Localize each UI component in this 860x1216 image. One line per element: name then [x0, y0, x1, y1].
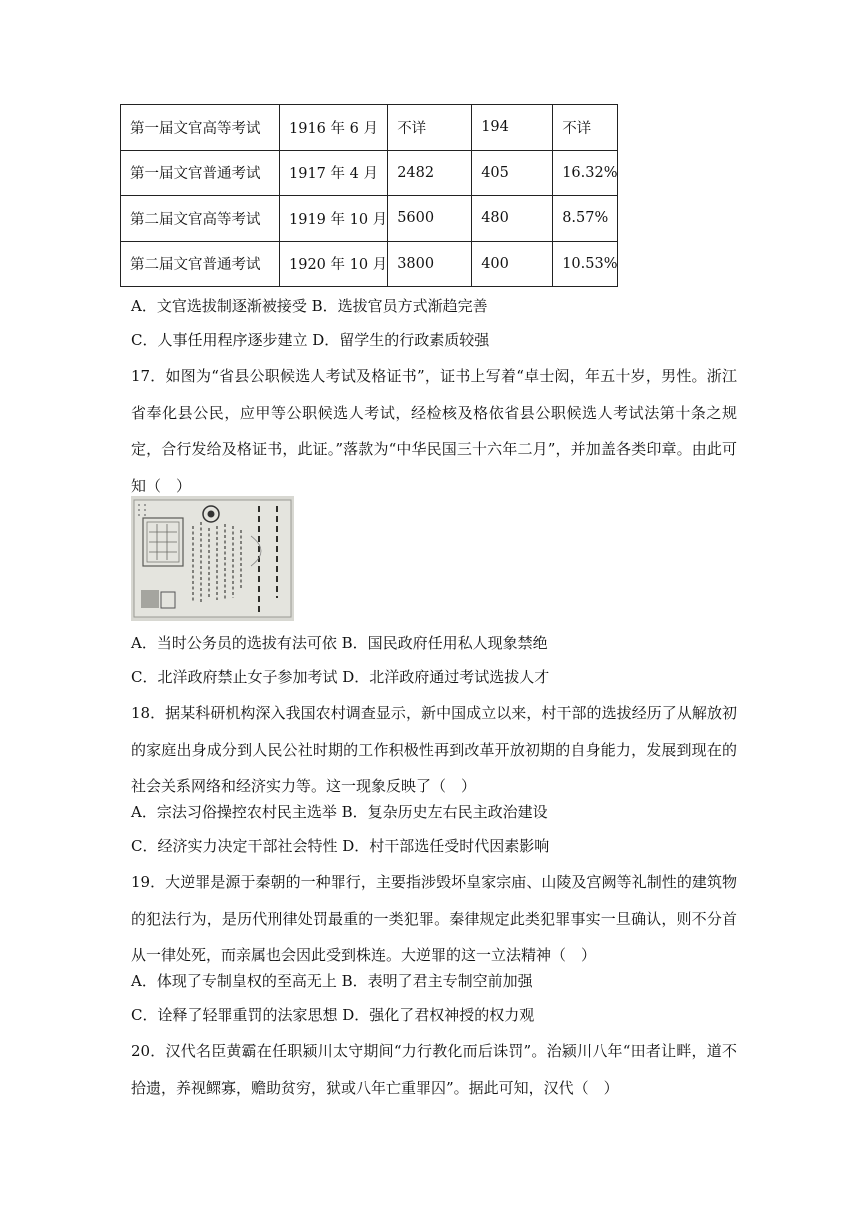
table-row: [121, 105, 618, 151]
q18-options-ab: A．宗法习俗操控农村民主选举 B．复杂历史左右民主政治建设: [131, 803, 548, 821]
table-cell: 480: [472, 196, 553, 242]
q18-stem: 18．据某科研机构深入我国农村调查显示，新中国成立以来，村干部的选拔经历了从解放初的家庭出身成分到人民公社时期的工作积极性再到改革开放初期的自身能力，发展到现在的社会关系网络和经济实力等。这一现象反映了（ ）: [131, 704, 737, 795]
table-cell: 400: [472, 241, 553, 287]
table-cell: 1919 年 10 月: [280, 196, 388, 242]
q16-options-cd: C．人事任用程序逐步建立 D．留学生的行政素质较强: [131, 331, 490, 349]
table-cell: 1916 年 6 月: [280, 105, 388, 151]
table-cell: 10.53%: [553, 241, 618, 287]
certificate-photo: [131, 496, 294, 621]
table-cell: 第一届文官普通考试: [121, 150, 280, 196]
table-row: [121, 241, 618, 287]
table-cell: 第二届文官普通考试: [121, 241, 280, 287]
q19-options-cd: C．诠释了轻罪重罚的法家思想 D．强化了君权神授的权力观: [131, 1006, 535, 1024]
q17-options-cd: C．北洋政府禁止女子参加考试 D．北洋政府通过考试选拔人才: [131, 668, 550, 686]
table-row: [121, 196, 618, 242]
q19-stem: 19．大逆罪是源于秦朝的一种罪行，主要指涉毁坏皇家宗庙、山陵及宫阙等礼制性的建筑物的犯法行为，是历代刑律处罚最重的一类犯罪。秦律规定此类犯罪事实一旦确认，则不分首从一律处死，而亲属也会因此受到株连。大逆罪的这一立法精神（ ）: [131, 873, 737, 964]
q16-options-ab: A．文官选拔制逐渐被接受 B．选拔官员方式渐趋完善: [131, 297, 488, 315]
table-cell: 2482: [388, 150, 472, 196]
table-cell: 1917 年 4 月: [280, 150, 388, 196]
certificate-image: [131, 496, 294, 621]
table-cell: 3800: [388, 241, 472, 287]
q17-options-ab: A．当时公务员的选拔有法可依 B．国民政府任用私人现象禁绝: [131, 634, 548, 652]
table-cell: 不详: [388, 105, 472, 151]
table-cell: 16.32%: [553, 150, 618, 196]
q17-stem: 17．如图为“省县公职候选人考试及格证书”，证书上写着“卓士闳，年五十岁，男性。浙江省奉化县公民，应甲等公职候选人考试，经检核及格依省县公职候选人考试法第十条之规定，合行发给及格证书，此证。”落款为“中华民国三十六年二月”，并加盖各类印章。由此可知（ ）: [131, 367, 737, 495]
q20-stem: 20．汉代名臣黄霸在任职颍川太守期间“力行教化而后诛罚”。治颍川八年“田者让畔，道不拾遗，养视鳏寡，赡助贫穷，狱或八年亡重罪囚”。据此可知，汉代（ ）: [131, 1042, 737, 1097]
table-cell: 405: [472, 150, 553, 196]
table-cell: 194: [472, 105, 553, 151]
table-row: [121, 150, 618, 196]
table-cell: 5600: [388, 196, 472, 242]
table-cell: 不详: [553, 105, 618, 151]
exam-statistics-table: [120, 104, 618, 287]
table-cell: 1920 年 10 月: [280, 241, 388, 287]
table-cell: 第二届文官高等考试: [121, 196, 280, 242]
q18-options-cd: C．经济实力决定干部社会特性 D．村干部选任受时代因素影响: [131, 837, 550, 855]
table-cell: 第一届文官高等考试: [121, 105, 280, 151]
q19-options-ab: A．体现了专制皇权的至高无上 B．表明了君主专制空前加强: [131, 972, 533, 990]
table-cell: 8.57%: [553, 196, 618, 242]
